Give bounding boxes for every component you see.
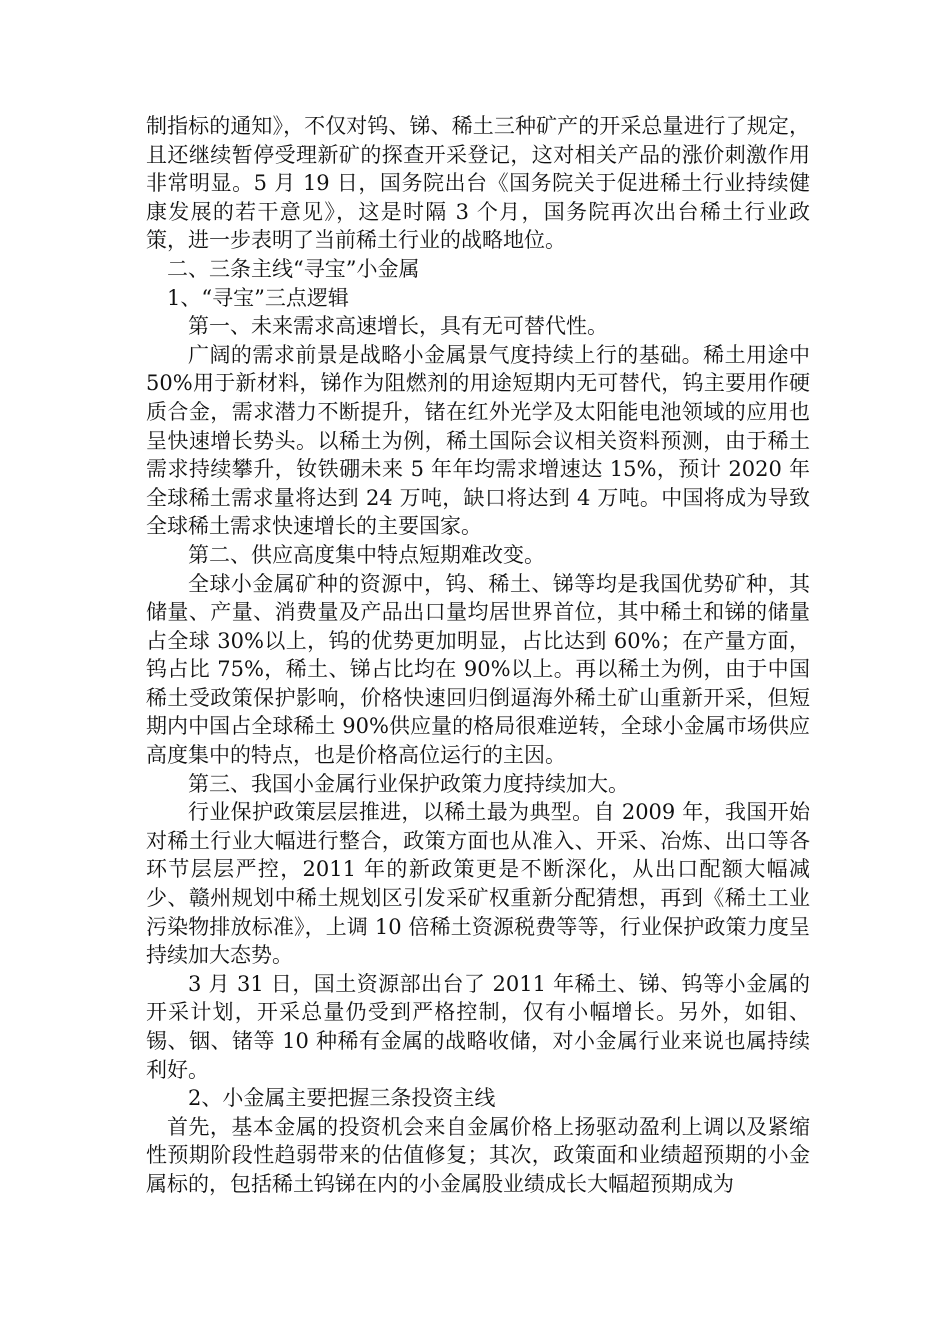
subsection-heading: 1、“寻宝”三点逻辑 [167,285,349,310]
body-paragraph: 全球小金属矿种的资源中，钨、稀土、锑等均是我国优势矿种，其储量、产量、消费量及产品出口量均居世界首位，其中稀土和锑的储量占全球 30%以上，钨的优势更加明显，占比达到 60%；在产量方面，钨占比 75%，稀土、锑占比均在 90%以上。再以稀土为例，由于中国稀土受政策保护影响，价格快速回归倒逼海外稀土矿山重新开采，但短期内中国占全球稀土 90%供应量的格局很难逆转，全球小金属市场供应高度集中的特点，也是价格高位运行的主因。 [146,571,810,768]
body-paragraph: 广阔的需求前景是战略小金属景气度持续上行的基础。稀土用途中 50%用于新材料，锑作为阻燃剂的用途短期内无可替代，钨主要用作硬质合金，需求潜力不断提升，锗在红外光学及太阳能电池领域的应用也呈快速增长势头。以稀土为例，稀土国际会议相关资料预测，由于稀土需求持续攀升，钕铁硼未来 5 年年均需求增速达 15%，预计 2020 年全球稀土需求量将达到 24 万吨，缺口将达到 4 万吨。中国将成为导致全球稀土需求快速增长的主要国家。 [146,342,810,539]
section-heading: 二、三条主线“寻宝”小金属 [167,256,420,281]
body-paragraph: 首先，基本金属的投资机会来自金属价格上扬驱动盈利上调以及紧缩性预期阶段性趋弱带来的估值修复；其次，政策面和业绩超预期的小金属标的，包括稀土钨锑在内的小金属股业绩成长大幅超预期成为 [146,1114,810,1196]
body-paragraph: 行业保护政策层层推进，以稀土最为典型。自 2009 年，我国开始对稀土行业大幅进行整合，政策方面也从准入、开采、冶炼、出口等各环节层层严控，2011 年的新政策更是不断深化，从出口配额大幅减少、赣州规划中稀土规划区引发采矿权重新分配猜想，再到《稀土工业污染物排放标准》，上调 10 倍稀土资源税费等等，行业保护政策力度呈持续加大态势。 [146,800,810,968]
point-heading: 第三、我国小金属行业保护政策力度持续加大。 [188,771,629,796]
body-paragraph: 制指标的通知》，不仅对钨、锑、稀土三种矿产的开采总量进行了规定，且还继续暂停受理新矿的探查开采登记，这对相关产品的涨价刺激作用非常明显。5 月 19 日，国务院出台《国务院关于促进稀土行业持续健康发展的若干意见》，这是时隔 3 个月，国务院再次出台稀土行业政策，进一步表明了当前稀土行业的战略地位。 [146,114,810,253]
subsection-heading: 2、小金属主要把握三条投资主线 [188,1086,496,1111]
point-heading: 第二、供应高度集中特点短期难改变。 [188,542,545,567]
document-page [146,112,810,1199]
body-paragraph: 3 月 31 日，国土资源部出台了 2011 年稀土、锑、钨等小金属的开采计划，开采总量仍受到严格控制，仅有小幅增长。另外，如钼、锡、铟、锗等 10 种稀有金属的战略收储，对小金属行业来说也属持续利好。 [146,971,810,1082]
point-heading: 第一、未来需求高速增长，具有无可替代性。 [188,314,608,339]
